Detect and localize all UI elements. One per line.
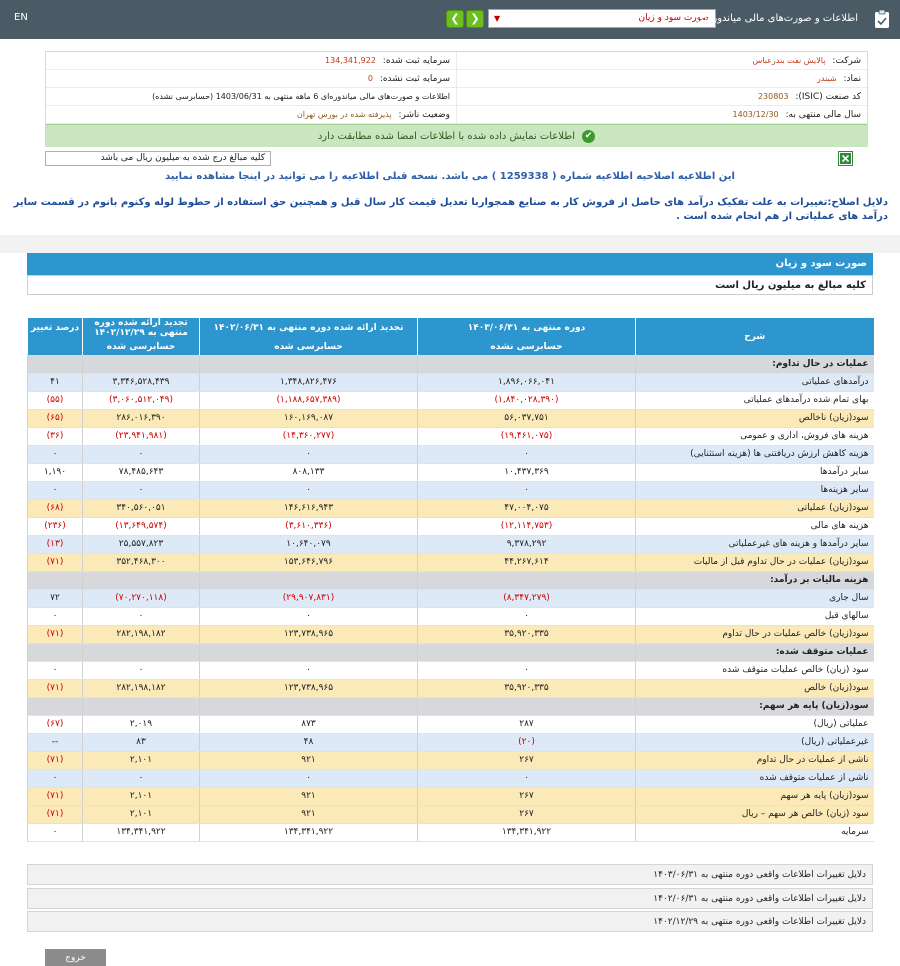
cell-period-3: ۸۳ [83, 733, 200, 751]
cell-change: ۰ [28, 769, 83, 787]
cell-desc: سود(زیان) پایه هر سهم [636, 787, 874, 805]
cell-change: (۵۵) [28, 391, 83, 409]
cell-period-2: ۱۲۳,۷۳۸,۹۶۵ [200, 625, 418, 643]
cell-desc: سود(زیان) ناخالص [636, 409, 874, 427]
cell-period-3: ۰ [83, 607, 200, 625]
section-subtitle: کلیه مبالغ به میلیون ریال است [27, 275, 873, 295]
cell-period-1 [418, 571, 636, 589]
cell-desc: سود (زیان) خالص هر سهم – ریال [636, 805, 874, 823]
cell-period-2: ۱۵۳,۶۴۶,۷۹۶ [200, 553, 418, 571]
cell-desc: سایر درآمدها [636, 463, 874, 481]
cell-period-3: ۲,۱۰۱ [83, 787, 200, 805]
cell-period-1 [418, 643, 636, 661]
cell-period-2: ۸۷۳ [200, 715, 418, 733]
cell-desc: سود(زیان) خالص [636, 679, 874, 697]
registered-capital-value: 134,341,922 [325, 56, 376, 65]
cell-period-1: (۱۲,۱۱۴,۷۵۳) [418, 517, 636, 535]
col-subheader-change [28, 338, 83, 355]
table-row [28, 427, 874, 445]
cell-period-1: ۴۷,۰۰۴,۰۷۵ [418, 499, 636, 517]
cell-desc: ناشی از عملیات در حال تداوم [636, 751, 874, 769]
info-row-2 [46, 70, 867, 88]
clipboard-icon [874, 9, 890, 29]
col-subheader-period-3: حسابرسی شده [83, 338, 200, 355]
report-type-select[interactable] [488, 9, 716, 28]
cell-change: ۰ [28, 445, 83, 463]
excel-export-icon[interactable] [838, 151, 853, 166]
company-info-box [45, 51, 868, 147]
cell-change: (۷۱) [28, 751, 83, 769]
cell-change [28, 571, 83, 589]
income-statement-table [27, 318, 874, 842]
cell-period-1: (۸,۳۴۷,۲۷۹) [418, 589, 636, 607]
cell-period-2 [200, 355, 418, 373]
company-label: شرکت: [832, 56, 861, 66]
table-row [28, 805, 874, 823]
cell-period-2: ۱۰,۶۴۰,۰۷۹ [200, 535, 418, 553]
cell-period-3 [83, 697, 200, 715]
cell-change [28, 355, 83, 373]
col-subheader-period-1: حسابرسی نشده [418, 338, 636, 355]
cell-period-3: ۱۳۴,۳۴۱,۹۲۲ [83, 823, 200, 841]
cell-change: (۶۸) [28, 499, 83, 517]
table-row [28, 769, 874, 787]
previous-report-button[interactable]: ❮ [446, 10, 464, 28]
isic-field [457, 88, 867, 106]
table-section-row [28, 571, 874, 589]
cell-period-2: (۱,۱۸۸,۶۵۷,۳۸۹) [200, 391, 418, 409]
cell-period-3 [83, 571, 200, 589]
table-row [28, 553, 874, 571]
cell-change: (۲۳۶) [28, 517, 83, 535]
table-row [28, 589, 874, 607]
info-row-1 [46, 52, 867, 70]
table-row [28, 481, 874, 499]
table-row [28, 715, 874, 733]
cell-period-1 [418, 697, 636, 715]
cell-desc: سود(زیان) عملیاتی [636, 499, 874, 517]
cell-period-3 [83, 355, 200, 373]
cell-desc: غیرعملیاتی (ریال) [636, 733, 874, 751]
cell-period-1: ۰ [418, 607, 636, 625]
cell-period-2: ۹۲۱ [200, 787, 418, 805]
cell-desc: عملیات در حال تداوم: [636, 355, 874, 373]
cell-change: ۰ [28, 607, 83, 625]
signature-match-banner [46, 124, 867, 147]
cell-period-2: ۱۲۳,۷۳۸,۹۶۵ [200, 679, 418, 697]
chevron-down-icon: ▼ [494, 14, 501, 23]
cell-desc: بهای تمام شده درآمدهای عملیاتی [636, 391, 874, 409]
cell-period-2: (۲۹,۹۰۷,۸۳۱) [200, 589, 418, 607]
cell-period-3: (۳,۰۶۰,۵۱۲,۰۴۹) [83, 391, 200, 409]
publisher-status-label: وضعیت ناشر: [398, 110, 450, 120]
cell-period-3: ۷۸,۴۸۵,۶۴۳ [83, 463, 200, 481]
table-row [28, 445, 874, 463]
cell-period-1: ۹,۳۷۸,۲۹۲ [418, 535, 636, 553]
col-subheader-period-2: حسابرسی شده [200, 338, 418, 355]
table-row [28, 751, 874, 769]
cell-period-1: ۱,۸۹۶,۰۶۶,۰۴۱ [418, 373, 636, 391]
table-row [28, 463, 874, 481]
table-row [28, 679, 874, 697]
cell-period-3: ۳۵۲,۴۶۸,۳۰۰ [83, 553, 200, 571]
cell-period-2 [200, 571, 418, 589]
isic-value: 230803 [757, 92, 789, 101]
cell-change: ۱,۱۹۰ [28, 463, 83, 481]
cell-period-2 [200, 697, 418, 715]
cell-period-3: ۲,۱۰۱ [83, 751, 200, 769]
cell-change: (۷۱) [28, 787, 83, 805]
col-header-period-3: تجدید ارائه شده دوره منتهی به ۱۴۰۲/۱۲/۲۹ [83, 318, 200, 338]
cell-period-1: ۱۳۴,۳۴۱,۹۲۲ [418, 823, 636, 841]
divider-strip [0, 235, 900, 253]
cell-change: (۶۵) [28, 409, 83, 427]
cell-period-1: ۱۰,۴۳۷,۳۶۹ [418, 463, 636, 481]
table-row [28, 535, 874, 553]
table-section-row [28, 697, 874, 715]
company-field [457, 52, 867, 70]
cell-change: ۰ [28, 481, 83, 499]
cell-change: ۴۱ [28, 373, 83, 391]
cell-desc: هزینه های فروش، اداری و عمومی [636, 427, 874, 445]
table-section-row [28, 355, 874, 373]
publisher-status-value: پذیرفته شده در بورس تهران [296, 110, 392, 119]
col-header-period-2: تجدید ارائه شده دوره منتهی به ۱۴۰۲/۰۶/۳۱ [200, 318, 418, 338]
cell-period-3: (۷۰,۲۷۰,۱۱۸) [83, 589, 200, 607]
table-section-row [28, 643, 874, 661]
cell-period-1: (۲۰) [418, 733, 636, 751]
cell-period-3: ۰ [83, 769, 200, 787]
cell-change [28, 643, 83, 661]
cell-change: ۰ [28, 823, 83, 841]
cell-period-3: ۲,۰۱۹ [83, 715, 200, 733]
cell-period-1: ۰ [418, 769, 636, 787]
col-header-description: شرح [636, 318, 874, 355]
cell-desc: درآمدهای عملیاتی [636, 373, 874, 391]
cell-period-3: ۲,۱۰۱ [83, 805, 200, 823]
period-field [46, 88, 457, 106]
cell-desc: سالهای قبل [636, 607, 874, 625]
cell-period-1: ۰ [418, 445, 636, 463]
symbol-value: شبندر [817, 74, 837, 83]
cell-change: (۱۳) [28, 535, 83, 553]
col-header-change: درصد تغییر [28, 318, 83, 338]
cell-period-1: ۴۴,۲۶۷,۶۱۴ [418, 553, 636, 571]
cell-period-2: ۰ [200, 661, 418, 679]
cell-period-1: ۲۶۷ [418, 805, 636, 823]
correction-notice[interactable]: این اطلاعیه اصلاحیه اطلاعیه شماره ( 1259338 ) می باشد. نسخه قبلی اطلاعیه را می توانید در اینجا مشاهده نمایید [165, 171, 735, 182]
cell-period-2: ۹۲۱ [200, 805, 418, 823]
publisher-status-field [46, 106, 457, 124]
cell-period-1: ۰ [418, 661, 636, 679]
cell-desc: سرمایه [636, 823, 874, 841]
cell-period-2 [200, 643, 418, 661]
symbol-label: نماد: [843, 74, 861, 84]
cell-desc: عملیات متوقف شده: [636, 643, 874, 661]
cell-period-3: (۱۳,۶۴۹,۵۷۴) [83, 517, 200, 535]
cell-period-1: ۵۶,۰۳۷,۷۵۱ [418, 409, 636, 427]
cell-period-3: ۳,۳۴۶,۵۲۸,۴۳۹ [83, 373, 200, 391]
next-report-button[interactable]: ❯ [466, 10, 484, 28]
cell-period-1: (۱۹,۴۶۱,۰۷۵) [418, 427, 636, 445]
table-row [28, 787, 874, 805]
unregistered-capital-label: سرمایه ثبت نشده: [379, 74, 450, 84]
cell-desc: سود(زیان) پایه هر سهم: [636, 697, 874, 715]
cell-period-1: ۰ [418, 481, 636, 499]
cell-period-2: ۰ [200, 769, 418, 787]
isic-label: کد صنعت (ISIC): [795, 92, 861, 102]
correction-reason: دلایل اصلاح:تغییرات به علت تفکیک درآمد های حاصل از فروش کار به صنایع همجواربا تعدیل قیمت کار سال قبل و همچنین حق استفاده از حطوط لوله وکنوم بانوم در قسمت سایر درآمد های عملیاتی از هم انجام شده است . [13, 197, 888, 222]
cell-desc: سود(زیان) خالص عملیات در حال تداوم [636, 625, 874, 643]
cell-period-3: ۳۴۰,۵۶۰,۰۵۱ [83, 499, 200, 517]
change-reasons-period-1[interactable]: دلایل تغییرات اطلاعات واقعی دوره منتهی به ۱۴۰۳/۰۶/۳۱ [27, 864, 873, 885]
signature-match-text: اطلاعات نمایش داده شده با اطلاعات امضا شده مطابقت دارد [317, 131, 575, 142]
table-row [28, 733, 874, 751]
unregistered-capital-field [46, 70, 457, 88]
cell-period-3: ۲۸۶,۰۱۶,۳۹۰ [83, 409, 200, 427]
cell-period-1: ۲۶۷ [418, 751, 636, 769]
cell-period-2: ۱,۳۴۸,۸۲۶,۴۷۶ [200, 373, 418, 391]
cell-change: (۷۱) [28, 805, 83, 823]
change-reasons-period-3[interactable]: دلایل تغییرات اطلاعات واقعی دوره منتهی به ۱۴۰۲/۱۲/۲۹ [27, 911, 873, 932]
cell-period-2: ۴۸ [200, 733, 418, 751]
cell-period-3 [83, 643, 200, 661]
cell-period-2: ۸۰۸,۱۳۳ [200, 463, 418, 481]
table-row [28, 607, 874, 625]
section-title: صورت سود و زیان [27, 253, 873, 275]
cell-change: (۷۱) [28, 679, 83, 697]
cell-desc: ناشی از عملیات متوقف شده [636, 769, 874, 787]
cell-period-2: ۹۲۱ [200, 751, 418, 769]
cell-period-3: (۲۳,۹۴۱,۹۸۱) [83, 427, 200, 445]
table-row [28, 823, 874, 841]
cell-change: ۰ [28, 661, 83, 679]
cell-period-3: ۰ [83, 661, 200, 679]
cell-change: (۷۱) [28, 625, 83, 643]
info-row-3 [46, 88, 867, 106]
cell-desc: سود (زیان) خالص عملیات متوقف شده [636, 661, 874, 679]
fiscal-year-label: سال مالی منتهی به: [785, 110, 861, 120]
fiscal-year-field [457, 106, 867, 124]
cell-change: -- [28, 733, 83, 751]
cell-period-1: ۳۵,۹۲۰,۳۳۵ [418, 625, 636, 643]
cell-period-3: ۰ [83, 445, 200, 463]
cell-period-1 [418, 355, 636, 373]
cell-desc: هزینه های مالی [636, 517, 874, 535]
cell-desc: سال جاری [636, 589, 874, 607]
cell-period-3: ۲۵,۵۵۷,۸۲۳ [83, 535, 200, 553]
cell-desc: هزینه مالیات بر درآمد: [636, 571, 874, 589]
cell-desc: سود(زیان) عملیات در حال تداوم قبل از مالیات [636, 553, 874, 571]
cell-desc: عملیاتی (ریال) [636, 715, 874, 733]
cell-period-2: ۱۳۴,۳۴۱,۹۲۲ [200, 823, 418, 841]
registered-capital-field [46, 52, 457, 70]
cell-period-2: ۱۶۰,۱۶۹,۰۸۷ [200, 409, 418, 427]
registered-capital-label: سرمایه ثبت شده: [382, 56, 450, 66]
cell-desc: هزینه کاهش ارزش دریافتنی ها (هزینه استثنایی) [636, 445, 874, 463]
cell-period-2: ۱۴۶,۶۱۶,۹۴۳ [200, 499, 418, 517]
cell-change: (۶۷) [28, 715, 83, 733]
table-row [28, 661, 874, 679]
period-label: اطلاعات و صورت‌های مالی میاندوره‌ای 6 ماهه منتهی به 1403/06/31 (حسابرسی نشده) [152, 92, 450, 101]
symbol-field [457, 70, 867, 88]
col-header-period-1: دوره منتهی به ۱۴۰۳/۰۶/۳۱ [418, 318, 636, 338]
unit-note: کلیه مبالغ درج شده به میلیون ریال می باشد [45, 151, 271, 166]
change-reasons-period-2[interactable]: دلایل تغییرات اطلاعات واقعی دوره منتهی به ۱۴۰۲/۰۶/۳۱ [27, 888, 873, 909]
cell-period-1: (۱,۸۴۰,۰۲۸,۳۹۰) [418, 391, 636, 409]
cell-change: ۷۲ [28, 589, 83, 607]
cell-period-1: ۲۸۷ [418, 715, 636, 733]
cell-period-2: (۳,۶۱۰,۳۳۶) [200, 517, 418, 535]
cell-change [28, 697, 83, 715]
fiscal-year-value: 1403/12/30 [732, 110, 779, 119]
cell-period-3: ۲۸۲,۱۹۸,۱۸۲ [83, 679, 200, 697]
cell-desc: سایر درآمدها و هزینه های غیرعملیاتی [636, 535, 874, 553]
table-row [28, 499, 874, 517]
cell-desc: سایر هزینه‌ها [636, 481, 874, 499]
language-toggle[interactable]: EN [14, 12, 28, 23]
exit-button[interactable]: خروج [45, 949, 106, 966]
top-bar [0, 0, 900, 39]
cell-period-3: ۲۸۲,۱۹۸,۱۸۲ [83, 625, 200, 643]
cell-period-2: ۰ [200, 445, 418, 463]
table-row [28, 517, 874, 535]
info-row-4 [46, 106, 867, 124]
checkmark-icon: ✔ [582, 130, 595, 143]
table-row [28, 391, 874, 409]
cell-period-2: (۱۴,۳۶۰,۲۷۷) [200, 427, 418, 445]
table-row [28, 409, 874, 427]
company-value: پالایش نفت بندرعباس [752, 56, 826, 65]
table-row [28, 625, 874, 643]
cell-period-3: ۰ [83, 481, 200, 499]
unregistered-capital-value: 0 [367, 74, 373, 83]
cell-period-1: ۲۶۷ [418, 787, 636, 805]
cell-change: (۳۶) [28, 427, 83, 445]
cell-change: (۷۱) [28, 553, 83, 571]
cell-period-2: ۰ [200, 481, 418, 499]
table-row [28, 373, 874, 391]
cell-period-2: ۰ [200, 607, 418, 625]
page-title: اطلاعات و صورت‌های مالی میاندوره‌ای [696, 13, 858, 24]
cell-period-1: ۳۵,۹۲۰,۳۳۵ [418, 679, 636, 697]
report-type-value: صورت سود و زیان [638, 13, 709, 23]
